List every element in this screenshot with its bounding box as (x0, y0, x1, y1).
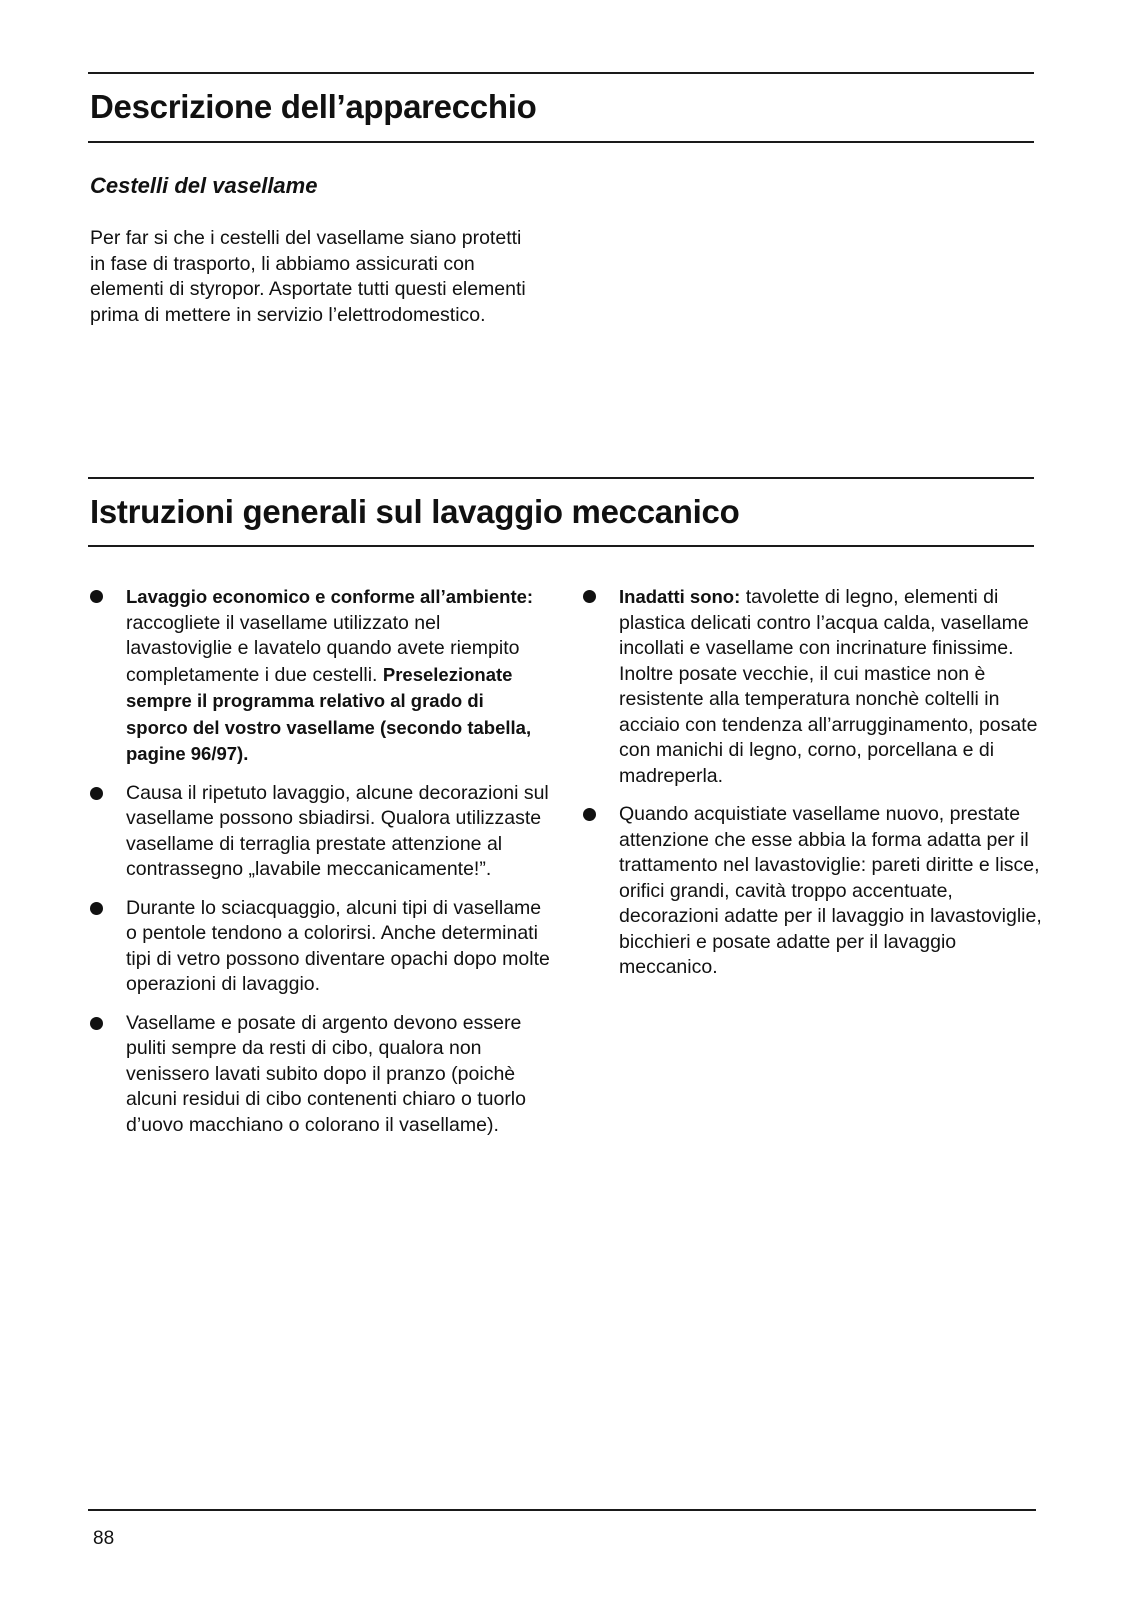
bullet-text: tavolette di legno, elementi di plastica delicati contro l’acqua calda, vasellame incollati e vasellame con incrinature finissime. Inoltre posate vecchie, il cui mastice non è resistente alla temperatura nonchè coltelli in acciaio con tendenza all’arrugginamento, posate con manichi di legno, corno, porcellana e di madreperla. (619, 586, 1038, 787)
subsection-title-baskets: Cestelli del vasellame (90, 173, 318, 198)
list-item (90, 781, 550, 883)
list-item (90, 584, 550, 768)
bullet-text: Quando acquistiate vasellame nuovo, prestate attenzione che esse abbia la forma adatta per il trattamento nel lavastoviglie: pareti diritte e lisce, orifici grandi, cavità troppo accentuate, decorazioni adatte per il lavaggio in lavastoviglie, bicchieri e posate adatte per il lavaggio meccanico. (619, 803, 1042, 978)
section-title-washing-instructions: Istruzioni generali sul lavaggio meccanico (90, 493, 740, 530)
bullet-icon (90, 590, 103, 603)
bullet-icon (90, 787, 103, 800)
page-number: 88 (93, 1528, 115, 1549)
list-item (90, 896, 550, 998)
footer-rule (88, 1509, 1036, 1511)
baskets-paragraph: Per far si che i cestelli del vasellame siano protetti in fase di trasporto, li abbiamo assicurati con elementi di styropor. Asportate tutti questi elementi prima di mettere in servizio l’elettrodomestico. (90, 227, 526, 326)
instructions-right-column (583, 584, 1053, 981)
section-title-appliance-description: Descrizione dell’apparecchio (90, 88, 537, 125)
bullet-icon (90, 1017, 103, 1030)
bullet-text: Durante lo sciacquaggio, alcuni tipi di vasellame o pentole tendono a colorirsi. Anche determinati tipi di vetro possono diventare opachi dopo molte operazioni di lavaggio. (126, 896, 550, 995)
list-item (583, 802, 1053, 981)
section-rule-top (88, 72, 1034, 74)
section-rule-bottom (88, 545, 1034, 547)
bullet-icon (583, 808, 596, 821)
bullet-text: Vasellame e posate di argento devono essere puliti sempre da resti di cibo, qualora non venissero lavati subito dopo il pranzo (poichè alcuni residui di cibo contenenti chiaro o tuorlo d’uovo macchiano o colorano il vasellame). (126, 1011, 526, 1136)
bullet-lead: Lavaggio economico e conforme all’ambiente: (126, 586, 534, 607)
instructions-left-column (90, 584, 550, 1138)
bullet-icon (583, 590, 596, 603)
section-rule-top (88, 477, 1034, 479)
bullet-text: raccogliete il vasellame utilizzato nel lavastoviglie e lavatelo quando avete riempito completamente i due cestelli. (126, 611, 520, 686)
list-item (583, 584, 1053, 789)
section-rule-bottom (88, 141, 1034, 143)
bullet-text: Causa il ripetuto lavaggio, alcune decorazioni sul vasellame possono sbiadirsi. Qualora utilizzaste vasellame di terraglia prestate attenzione al contrassegno „lavabile meccanicamente!”. (126, 781, 549, 880)
bullet-icon (90, 902, 103, 915)
list-item (90, 1011, 550, 1139)
bullet-bold-text: Preselezionate sempre il programma relativo al grado di sporco del vostro vasellame (secondo tabella, pagine 96/97). (126, 663, 532, 764)
bullet-lead: Inadatti sono: (619, 586, 741, 607)
